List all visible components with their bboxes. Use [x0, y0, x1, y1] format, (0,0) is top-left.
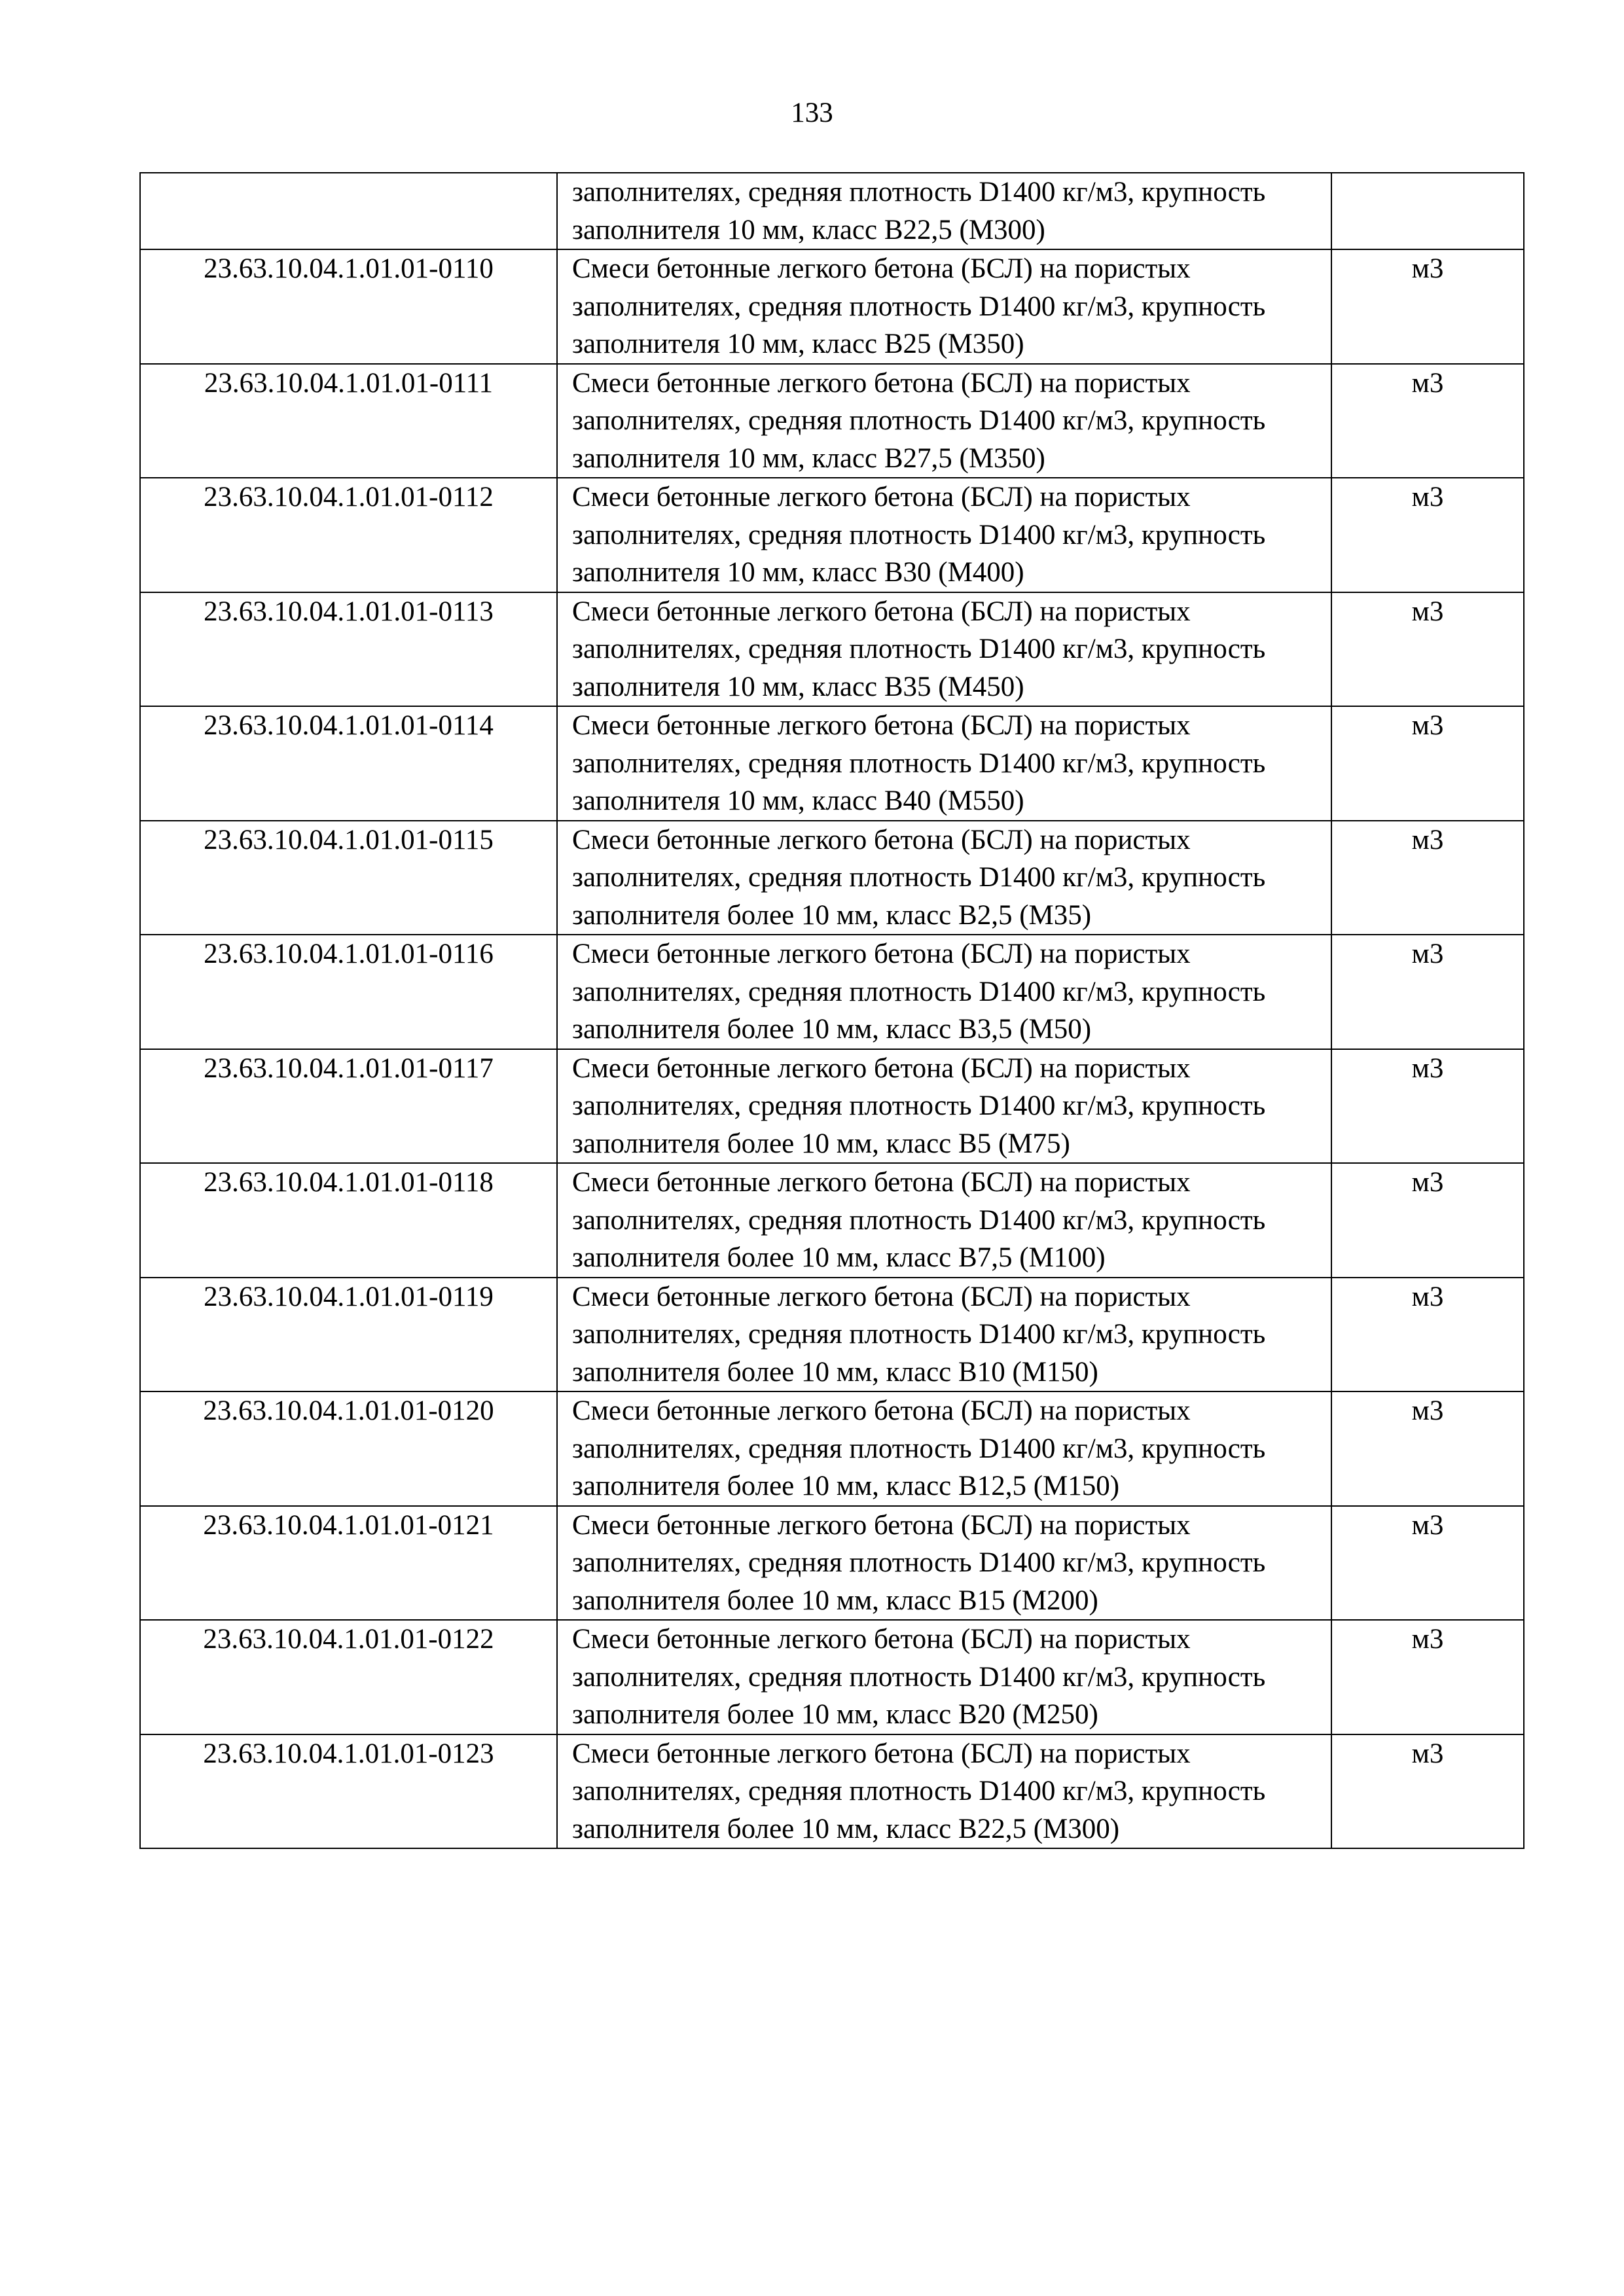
unit-of-measure: м3 — [1331, 1506, 1524, 1621]
resource-description: Смеси бетонные легкого бетона (БСЛ) на пористых заполнителях, средняя плотность D1400 кг/м3, крупность заполнителя 10 мм, класс В35 (М450) — [557, 592, 1331, 707]
resource-code: 23.63.10.04.1.01.01-0120 — [140, 1391, 557, 1506]
resource-description: Смеси бетонные легкого бетона (БСЛ) на пористых заполнителях, средняя плотность D1400 кг/м3, крупность заполнителя более 10 мм, класс В12,5 (М150) — [557, 1391, 1331, 1506]
unit-of-measure: м3 — [1331, 821, 1524, 935]
resource-description: Смеси бетонные легкого бетона (БСЛ) на пористых заполнителях, средняя плотность D1400 кг/м3, крупность заполнителя более 10 мм, класс В22,5 (М300) — [557, 1734, 1331, 1849]
resource-description: Смеси бетонные легкого бетона (БСЛ) на пористых заполнителях, средняя плотность D1400 кг/м3, крупность заполнителя 10 мм, класс В27,5 (М350) — [557, 364, 1331, 478]
resource-code: 23.63.10.04.1.01.01-0113 — [140, 592, 557, 707]
table-row — [140, 249, 1524, 364]
resource-code: 23.63.10.04.1.01.01-0111 — [140, 364, 557, 478]
table-row — [140, 1620, 1524, 1734]
resource-description: Смеси бетонные легкого бетона (БСЛ) на пористых заполнителях, средняя плотность D1400 кг/м3, крупность заполнителя более 10 мм, класс В15 (М200) — [557, 1506, 1331, 1621]
unit-of-measure: м3 — [1331, 935, 1524, 1049]
table-row — [140, 706, 1524, 821]
resource-code: 23.63.10.04.1.01.01-0123 — [140, 1734, 557, 1849]
table-row — [140, 935, 1524, 1049]
resource-code: 23.63.10.04.1.01.01-0119 — [140, 1278, 557, 1392]
resource-code: 23.63.10.04.1.01.01-0112 — [140, 478, 557, 592]
table-row — [140, 1049, 1524, 1164]
resource-code: 23.63.10.04.1.01.01-0121 — [140, 1506, 557, 1621]
resource-code — [140, 173, 557, 249]
unit-of-measure: м3 — [1331, 478, 1524, 592]
resource-code: 23.63.10.04.1.01.01-0110 — [140, 249, 557, 364]
resource-description: Смеси бетонные легкого бетона (БСЛ) на пористых заполнителях, средняя плотность D1400 кг/м3, крупность заполнителя более 10 мм, класс В7,5 (М100) — [557, 1163, 1331, 1278]
resource-code: 23.63.10.04.1.01.01-0122 — [140, 1620, 557, 1734]
unit-of-measure — [1331, 173, 1524, 249]
resource-description: заполнителях, средняя плотность D1400 кг/м3, крупность заполнителя 10 мм, класс В22,5 (М300) — [557, 173, 1331, 249]
resource-description: Смеси бетонные легкого бетона (БСЛ) на пористых заполнителях, средняя плотность D1400 кг/м3, крупность заполнителя более 10 мм, класс В5 (М75) — [557, 1049, 1331, 1164]
resource-description: Смеси бетонные легкого бетона (БСЛ) на пористых заполнителях, средняя плотность D1400 кг/м3, крупность заполнителя 10 мм, класс В30 (М400) — [557, 478, 1331, 592]
resource-code: 23.63.10.04.1.01.01-0116 — [140, 935, 557, 1049]
unit-of-measure: м3 — [1331, 249, 1524, 364]
table-row — [140, 364, 1524, 478]
unit-of-measure: м3 — [1331, 364, 1524, 478]
page-number: 133 — [791, 98, 833, 128]
resource-code: 23.63.10.04.1.01.01-0118 — [140, 1163, 557, 1278]
table-row — [140, 1278, 1524, 1392]
table-row — [140, 1391, 1524, 1506]
unit-of-measure: м3 — [1331, 1620, 1524, 1734]
unit-of-measure: м3 — [1331, 1734, 1524, 1849]
table-row — [140, 173, 1524, 249]
table-body — [140, 173, 1524, 1848]
unit-of-measure: м3 — [1331, 1163, 1524, 1278]
table-row — [140, 1163, 1524, 1278]
table-row — [140, 821, 1524, 935]
resource-code: 23.63.10.04.1.01.01-0114 — [140, 706, 557, 821]
resource-code: 23.63.10.04.1.01.01-0117 — [140, 1049, 557, 1164]
resource-description: Смеси бетонные легкого бетона (БСЛ) на пористых заполнителях, средняя плотность D1400 кг/м3, крупность заполнителя более 10 мм, класс В10 (М150) — [557, 1278, 1331, 1392]
unit-of-measure: м3 — [1331, 1049, 1524, 1164]
table-row — [140, 1734, 1524, 1849]
resource-description: Смеси бетонные легкого бетона (БСЛ) на пористых заполнителях, средняя плотность D1400 кг/м3, крупность заполнителя более 10 мм, класс В3,5 (М50) — [557, 935, 1331, 1049]
resource-description: Смеси бетонные легкого бетона (БСЛ) на пористых заполнителях, средняя плотность D1400 кг/м3, крупность заполнителя более 10 мм, класс В2,5 (М35) — [557, 821, 1331, 935]
unit-of-measure: м3 — [1331, 1278, 1524, 1392]
resource-description: Смеси бетонные легкого бетона (БСЛ) на пористых заполнителях, средняя плотность D1400 кг/м3, крупность заполнителя 10 мм, класс В40 (М550) — [557, 706, 1331, 821]
table-row — [140, 478, 1524, 592]
resource-code: 23.63.10.04.1.01.01-0115 — [140, 821, 557, 935]
unit-of-measure: м3 — [1331, 706, 1524, 821]
resource-description: Смеси бетонные легкого бетона (БСЛ) на пористых заполнителях, средняя плотность D1400 кг/м3, крупность заполнителя 10 мм, класс В25 (М350) — [557, 249, 1331, 364]
unit-of-measure: м3 — [1331, 592, 1524, 707]
resource-table — [139, 172, 1525, 1849]
table-row — [140, 592, 1524, 707]
unit-of-measure: м3 — [1331, 1391, 1524, 1506]
table-row — [140, 1506, 1524, 1621]
resource-description: Смеси бетонные легкого бетона (БСЛ) на пористых заполнителях, средняя плотность D1400 кг/м3, крупность заполнителя более 10 мм, класс В20 (М250) — [557, 1620, 1331, 1734]
